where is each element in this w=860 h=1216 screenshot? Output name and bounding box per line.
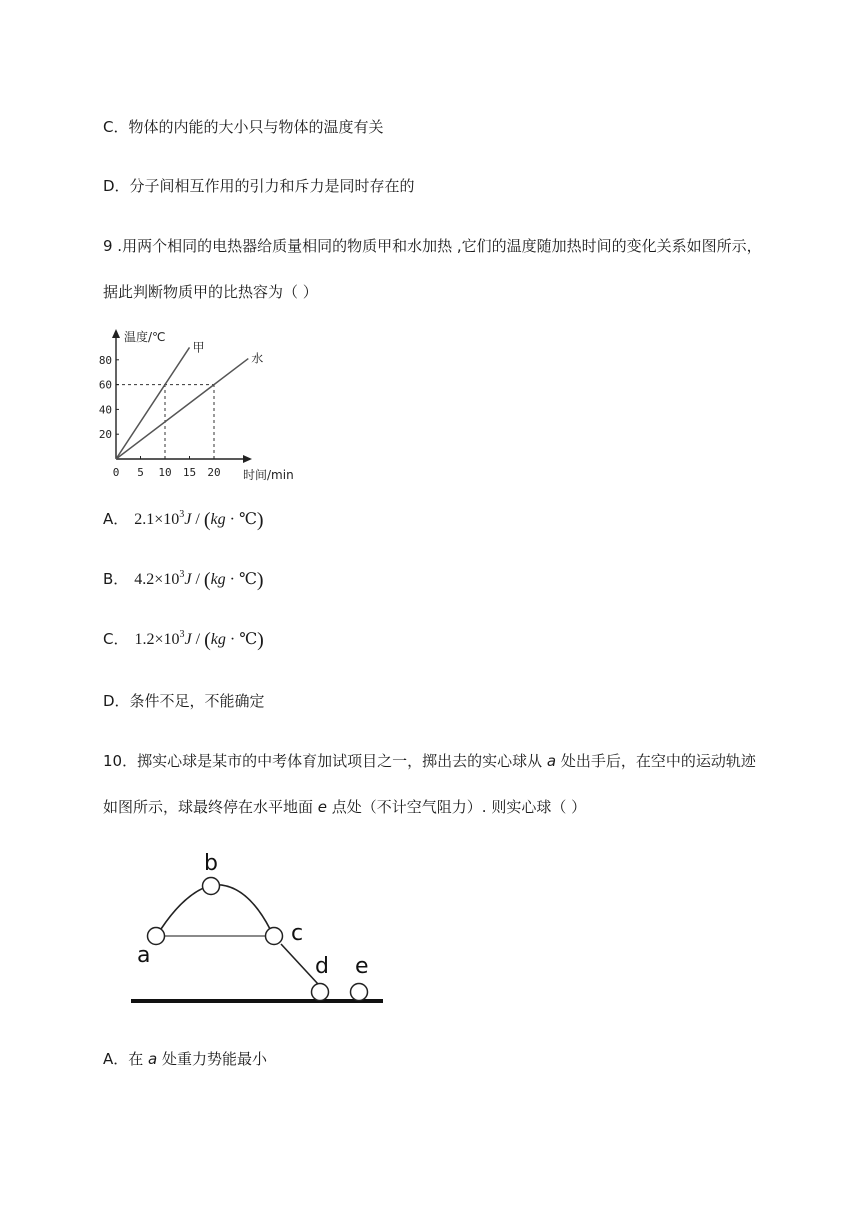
ball-a (148, 928, 165, 945)
series-label-0: 甲 (192, 340, 205, 355)
option-formula: $4.2\times 10^3J / (kg$ · ℃) (134, 569, 264, 591)
option-formula: $2.1\times 10^3J / (kg$ · ℃) (134, 509, 264, 531)
x-tick-label-1: 5 (137, 466, 144, 479)
q9-option-b[interactable] (103, 569, 264, 590)
option-label: B． (103, 570, 129, 588)
y-tick-label-2: 60 (98, 378, 113, 392)
q9-option-c[interactable] (103, 629, 264, 650)
x-tick-label-3: 15 (182, 466, 197, 479)
label-c: c (291, 921, 304, 946)
label-d: d (315, 954, 329, 979)
y-axis-label: 温度/℃ (124, 330, 166, 344)
series-line-0 (116, 347, 190, 459)
series-line-1 (116, 359, 248, 459)
y-axis-arrow (112, 329, 120, 338)
option-formula: $1.2\times 10^3J / (kg$ · ℃) (134, 629, 264, 651)
label-a: a (137, 943, 151, 968)
temperature-time-chart (100, 325, 310, 490)
label-b: b (204, 851, 218, 876)
x-axis-label: 时间/min (243, 468, 294, 482)
ball-e (351, 984, 368, 1001)
q10-option-a[interactable]: A．在 a 处重力势能最小 (103, 1050, 268, 1068)
ball-d (312, 984, 329, 1001)
option-label: A． (103, 510, 129, 528)
trajectory-descent (281, 944, 318, 984)
y-tick-label-0: 20 (98, 428, 113, 442)
series-label-1: 水 (251, 351, 264, 366)
q10-stem-line2: 如图所示，球最终停在水平地面 e 点处（不计空气阻力）. 则实心球（ ） (103, 798, 587, 816)
option-label: C． (103, 630, 129, 648)
option-d-prev: D．分子间相互作用的引力和斥力是同时存在的 (103, 177, 415, 195)
x-axis-arrow (243, 455, 252, 463)
ball-c (266, 928, 283, 945)
y-tick-label-3: 80 (98, 353, 113, 367)
label-e: e (355, 954, 369, 979)
trajectory-diagram (125, 845, 390, 1010)
x-tick-label-0: 0 (112, 466, 120, 479)
x-tick-label-2: 10 (158, 466, 172, 479)
x-tick-label-4: 20 (207, 466, 221, 479)
q10-stem-line1: 10．掷实心球是某市的中考体育加试项目之一，掷出去的实心球从 a 处出手后，在空中的运动轨迹 (103, 752, 756, 770)
option-c-prev: C．物体的内能的大小只与物体的温度有关 (103, 118, 384, 136)
q9-option-d[interactable]: D．条件不足，不能确定 (103, 692, 265, 710)
y-tick-label-1: 40 (98, 403, 113, 417)
q9-stem-line1: 9 .用两个相同的电热器给质量相同的物质甲和水加热 ,它们的温度随加热时间的变化关系如图所示， (103, 237, 762, 255)
q9-option-a[interactable] (103, 509, 264, 530)
q9-stem-line2: 据此判断物质甲的比热容为（ ） (103, 283, 318, 301)
ball-b (203, 878, 220, 895)
